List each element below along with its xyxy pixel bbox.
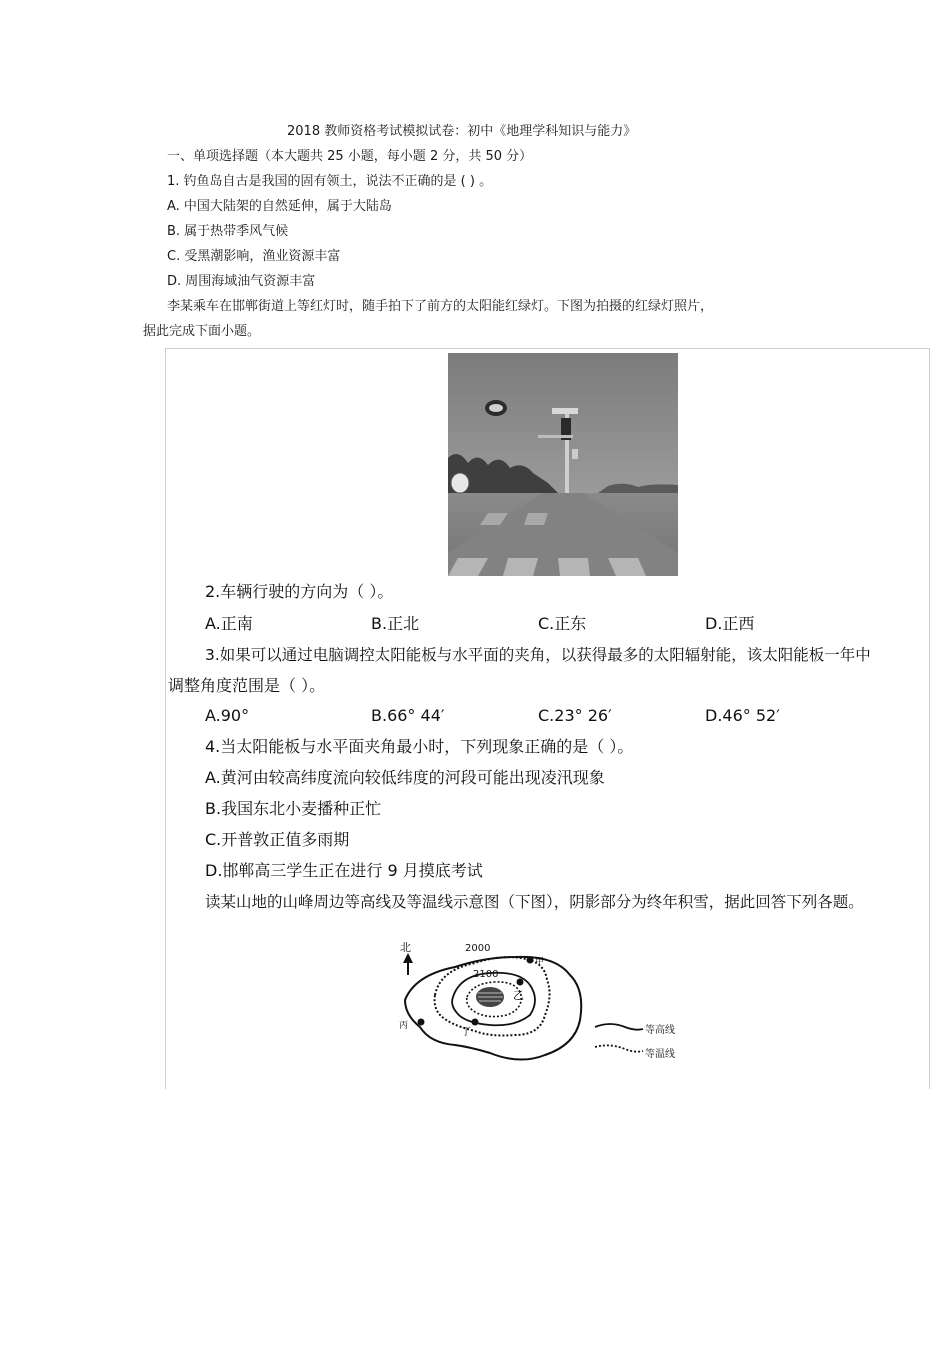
question-3-option-d: D.46° 52′ — [705, 706, 780, 725]
question-2-option-a: A.正南 — [205, 614, 253, 633]
question-4-option-c: C.开普敦正值多雨期 — [205, 830, 350, 849]
point-jia-marker — [527, 957, 534, 964]
photo-intro-line-2: 据此完成下面小题。 — [143, 324, 261, 339]
question-2-option-b: B.正北 — [371, 614, 420, 633]
question-3-option-b: B.66° 44′ — [371, 706, 445, 725]
contour-2100-label: 2100 — [473, 969, 499, 980]
legend-contour-swatch — [595, 1024, 643, 1030]
point-ding-marker — [472, 1019, 479, 1026]
question-2-options — [205, 614, 905, 634]
point-yi-label: 乙 — [513, 989, 524, 1002]
question-3-option-c: C.23° 26′ — [538, 706, 612, 725]
traffic-light-photo — [448, 353, 678, 576]
question-1-stem: 1. 钓鱼岛自古是我国的固有领土，说法不正确的是 ( ) 。 — [167, 174, 493, 189]
question-4-option-b: B.我国东北小麦播种正忙 — [205, 799, 382, 818]
point-yi-marker — [517, 979, 524, 986]
north-arrow-icon — [403, 953, 413, 963]
point-jia-label: 甲 — [535, 957, 545, 967]
contour-2000-label: 2000 — [465, 943, 491, 954]
question-1-option-a: A. 中国大陆架的自然延伸，属于大陆岛 — [167, 199, 392, 214]
legend-isotherm-swatch — [595, 1045, 643, 1051]
north-label: 北 — [400, 941, 411, 954]
point-ding-label: 丁 — [461, 1027, 471, 1038]
question-1-option-b: B. 属于热带季风气候 — [167, 224, 289, 239]
page-title: 2018 教师资格考试模拟试卷：初中《地理学科知识与能力》 — [287, 124, 637, 139]
map-intro: 读某山地的山峰周边等高线及等温线示意图（下图），阴影部分为终年积雪，据此回答下列各题。 — [205, 893, 864, 911]
question-3-options — [205, 706, 905, 726]
question-3-stem-line-1: 3.如果可以通过电脑调控太阳能板与水平面的夹角，以获得最多的太阳辐射能，该太阳能板一年中 — [205, 646, 871, 664]
section-heading: 一、单项选择题（本大题共 25 小题，每小题 2 分，共 50 分） — [167, 149, 533, 164]
question-3-option-a: A.90° — [205, 706, 250, 725]
contour-isotherm-map — [395, 935, 725, 1080]
question-2-stem: 2.车辆行驶的方向为（ ）。 — [205, 582, 394, 601]
question-1-option-c: C. 受黑潮影响，渔业资源丰富 — [167, 249, 341, 264]
question-4-option-d: D.邯郸高三学生正在进行 9 月摸底考试 — [205, 861, 483, 880]
legend-contour-label: 等高线 — [645, 1025, 675, 1036]
question-4-stem: 4.当太阳能板与水平面夹角最小时，下列现象正确的是（ ）。 — [205, 737, 634, 756]
legend-isotherm-label: 等温线 — [645, 1049, 675, 1060]
photo-intro-line-1: 李某乘车在邯郸街道上等红灯时，随手拍下了前方的太阳能红绿灯。下图为拍摄的红绿灯照片， — [167, 299, 714, 314]
question-2-option-c: C.正东 — [538, 614, 587, 633]
question-1-option-d: D. 周围海域油气资源丰富 — [167, 274, 316, 289]
question-3-stem-line-2: 调整角度范围是（ ）。 — [168, 676, 326, 695]
question-2-option-d: D.正西 — [705, 614, 755, 633]
point-bing-marker — [418, 1019, 425, 1026]
question-4-option-a: A.黄河由较高纬度流向较低纬度的河段可能出现凌汛现象 — [205, 768, 605, 787]
point-bing-label: 丙 — [399, 1021, 409, 1031]
